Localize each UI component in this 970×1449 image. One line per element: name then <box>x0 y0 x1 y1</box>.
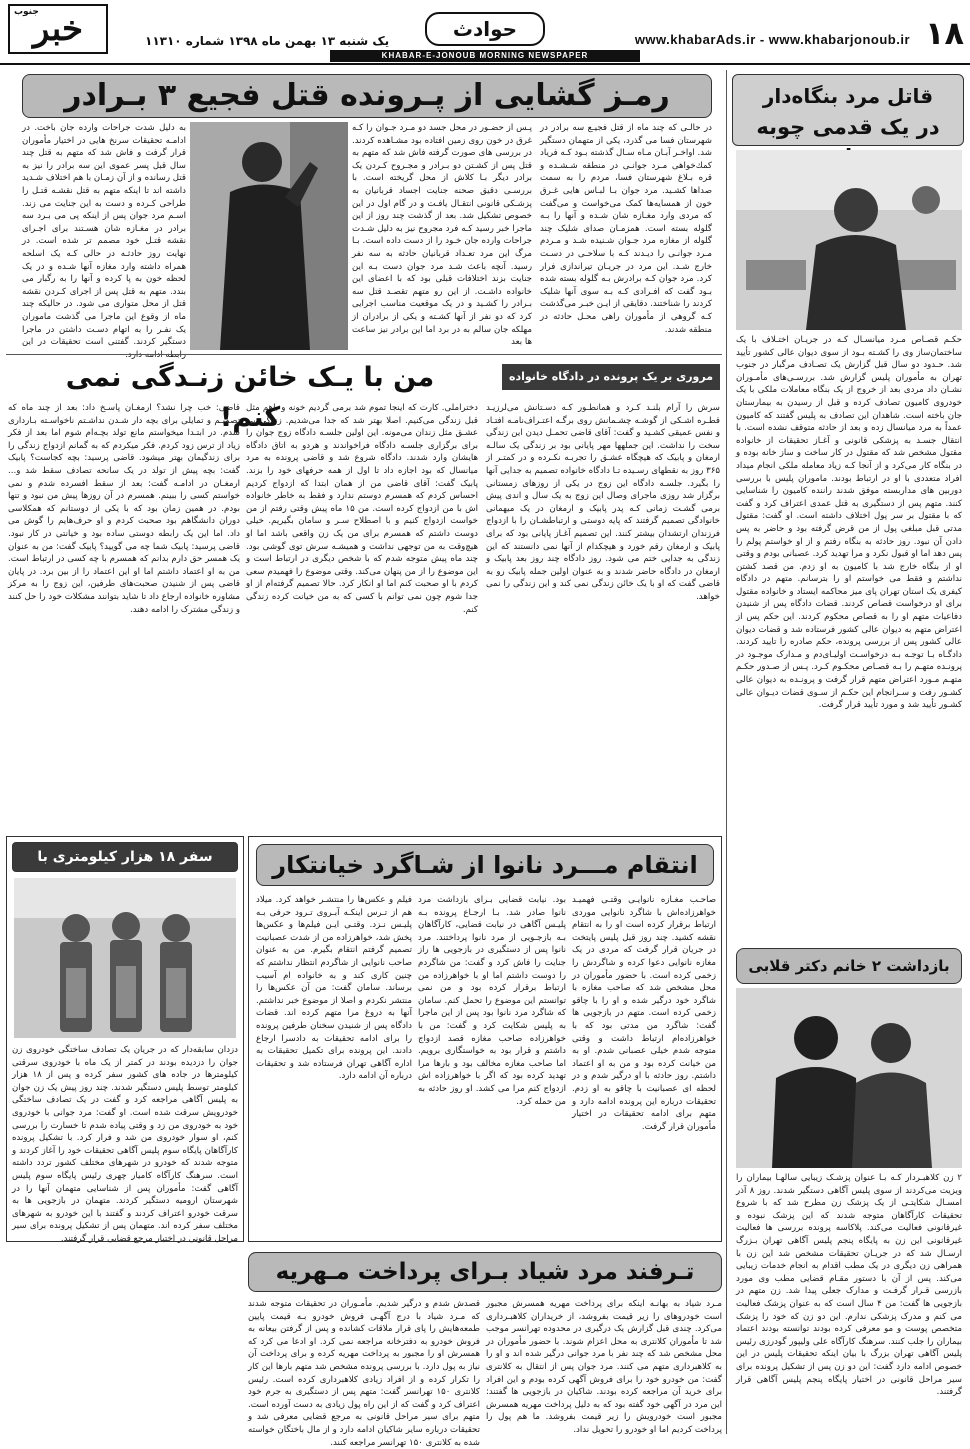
main-story-col1: در حالـی که چند ماه از قتل فجیـع سه برادر در شهرستان فسا می گذرد، یکی از متهمان دستگیر شد. اواخـر آبـان مـاه سـال گذشته بـود کـه فرياد كمك‌خواهی مـرد جوانـی در منطقه شـشـده و قره بـلاغ شهرستان فسا، مردم را به سمت صداها کشـید. مرد جوان بـا لبـاس هایی غـرق خون از همسایه‌ها کمک می‌خواست و می‌گفت که مردی وارد مغـازه شان شـده و آنها را بـه گلوله بسته است. همزمـان صدای شلیک چند گلوله از مغازه مرد جـوان شـنیده شـد و مـردم مـرد جوانـی را دیـدند کـه با سلاحـی در دسـت خارج شـد. این مرد در جریـان تیراندازی فرار کرد. مرد جوان کـه برادرش بـه گلوله بسته شده بـود گفت که افـرادی کـه بـه سوی آنها شلیک کردند را شناختند. دقایقی از ایـن خبـر می‌گذشت کـه گروهی از مأموران راهی محـل حادثه در منطقه شدند. <box>540 123 712 335</box>
main-story-headline: رمـز گشایی از پـرونده قتل فجیع ۳ بـرادر <box>22 74 712 118</box>
website-links[interactable]: www.khabarAds.ir - www.khabarjonoub.ir <box>634 32 910 47</box>
sidebar-bottom-headline: بازداشت ۲ خانم دکتر قلابی <box>736 948 962 984</box>
main-story-col2: پـس از حضـور در محل جسد دو مـرد جـوان را کـه غرق در خون روی زمین افتاده بود مشـاهده كردند. در بررسی های صورت گرفته فاش شد که متهم به قتل پس از کشـتن دو بـرادر و مجـروح کـردن یک برادر دیگر بـا کلاش از محل گریخته است. با بررسـی دقیق صحنه جنایت اجساد قربانیان به پزشـکی قانونی انتقـال یافـت و در گام اول در این خصوص تشکیل شد. بعد از گذشت چند روز از این ماجرا خبر رسید کـه فرد مجروح نیز به دلیل شـدت جراحات وارده جان خـود را از دست داده است. بـا مرگ این مرد تعـداد قربانیان حادثه به سه نفر رسید. آنچه باعث شـد مرد جوان دست بـه این جنایت بزند اختلافات قبلی بود که با اعضای این خانواده داشـت. از این رو متهم تقصـد قتل سه بـرادر را کشـید و در یک موقعیت مناسب اجرایی کرد که دو نفر از آنها کشـته و یکی از برادران از مهلکه جان سالم به در برد اما این برادر نیز ساعت ها بعد <box>352 123 532 348</box>
sidebar-bottom-body: ۲ زن کلاهبـردار کـه بـا عنوان پزشـک زیبایی سالهـا بیماران را ویزیت می‌کردند از سوی پلیس آگاهی دستگیر شدند. روز ۸ آذر امسـال شکایتـی از یک پزشک زن مطرح شد که با شروع تحقیقات کارآگاهان متوجه شدند که این پزشک نبوده و غیرقانونی فعالیت می‌کند. پلاکاسه پرونده بررسی ها فعالیت غیرقانونی این زن به پایگاه پنجم پلیس آگاهی تهران بـزرگ ارسـال شد که در جریـان تحقیقات مشخص شد این زن با همراهی زن دیگری در یک مطب اقدام به انجام خدمات زیبایی می‌کند. پس از آن با دستور مقـام قضایی مطب وی مورد بازرسی قـرار گرفـت و مدارک جعلی پیدا شد. زن متهم در بازجویی ها گفت: من ۴ سال است که به عنوان پزشک فعالیت می کنم و مدرک پزشکی ندارم. این دو زن که خود را پزشک متخصص پوست و مو معرفی کرده بودند توانسته بودند اعتماد بیماران را جلب کنند. سرهنگ کارآگاه علی ولیپور گودرزی رئیس پلیس آگاهی تهران بزرگ با بیان اینکه تحقیقات پلیس در این خصوص ادامه دارد گفت: این دو زن پس از تشکیل پرونده برای سیر مراحل قانونی در اختیار پایگاه پنجم پلیس آگاهی قرار گرفتند. <box>736 1173 962 1398</box>
sidebar-top-headline-line1: قاتل مرد بنگاه‌دار <box>762 84 934 108</box>
baker-story-col2: بود. نیابت قضایی بـرای بازداشت مرد نانوا صادر شد. بـا ارجـاع پرونده بـه پلیـس آگاهی در نیابت قضایی، کارآگاهان بـه بازجـویی از مرد نانوا پرداختند. مرد نانوا پس از دستگیری در بازجویی ها راز جنایت را فاش کرد و گفت: من شاگردم را دوست داشتم اما او با خواهرزاده من ارتباط برقرار کرده بود و من نمی توانستم این موضوع را تحمل کنم. سامان که شاگرد مرد نانوا بود پس از این ماجرا به پلیس شکایت کرد و گفت: من با خواهرزاده صاحب مغازه قصد ازدواج داشتم و قرار بود به خواستگاری برویم. اما صاحب مغازه مخالف بود و بارها مرا تهدید کرده بود که اگر با خواهرزاده اش ازدواج کنم مرا می کشد. او روز حادثه به من حمله کرد. <box>418 895 566 1107</box>
header-divider <box>0 63 970 65</box>
baker-story-col1: صاحـب مغـازه نانوایـی وقتـی فهمیـد خواهرزاده‌اش با شاگرد نانوایی موردی ارتباط برقرار کرده است او را به انتقام نقشه کشید. چند روز قبل پلیس پایتخت در جریان قرار گرفت که مردی در یک مغازه نانوایی دعوا کرده و شاگردش را زخمی کرده است. با حضور مأموران در محل مشخص شد که صاحب مغازه با شاگرد خود درگیر شده و او را با چاقو زخمی کرده است. متهم در بازجویی ها گفت: شاگرد من مدتی بود که با خواهرزاده‌ام ارتباط داشت و وقتی متوجه شدم خیلی عصبانی شدم. او به من خیانت کرده بود و من به او اعتماد داشتم. روز حادثه با او درگیر شدم و در لحظه ای عصبانیت با چاقو به او زدم. تحقیقات درباره این پرونده ادامه دارد و متهم برای ادامه تحقیقات در اختیار مأموران قرار گرفت. <box>572 895 716 1132</box>
page-number: ۱۸ <box>924 14 964 52</box>
main-story-photo <box>190 122 348 350</box>
baker-story-col3: فیلم و عکس‌ها را منتشـر خواهد کرد. میلاد هم از تـرس اینکـه آبـروی تـرود حرفی بـه پلیـس نـزد. وقتـی ایـن فیلم‌ها و عکس‌ها پخش شد، خواهرزاده من از شدت عصبانیت تصمیم گرفتم انتقام بگیرم. من به عنوان صاحب نانوایی از شاگردم انتظار نداشتم که چنین کاری کند و به خانواده ام آسیب برساند. سامان گفت: من آن عکس‌ها را منتشر نکردم و اصلا از موضوع خبر نداشتم. آنها به دروغ مرا متهم کرده اند. قضات دادگاه پس از شنیدن سخنان طرفین پرونده را برای ادامه تحقیقات به دادسرا ارجاع دادند. این پرونده برای تکمیل تحقیقات به اداره آگاهی تهران فرستاده شد و تحقیقات درباره آن ادامه دارد. <box>256 895 412 1082</box>
divorce-story-col1: سرش را آرام بلنـد کـرد و همانطـور کـه دسـتانش می‌لرزیـد قطـره اشـکی از گوشـه چشـمانش روی برگـه اعتـراف‌نامـه افتـاد و نفس عمیقی کشـید و گفت: آقای قاضی تحمـل دیدن این زندگی سخت را نداشت. این جملهها مهر پایانی بود بر زندگی یک سالـه ارمغان و پابیک که هیچگاه عشـق را تجربـه نکـرده و در کمتـر از ۳۶۵ روز به نقطهای رسـیده تـا دادگاه خانواده تصمیم به جدایی آنها را بگیرد. جلسـه دادگاه این زوج در یکی از روزهای زمستانی برگزار شد روزی ماجرای وصال این زوج به یک سال و اندی پیش برمی گشـت زمانی کـه پدر پابیک و ارمغان در یک میهمانی خانوادگی تصمیم گرفتند که پایه دوستی و ارتباطشـان را با ازدواج فرزندان ارتشدان بیشتر کنند. این تصمیم آغـاز پایانی بود که برای پابیک و ارمغان رقم خورد و هیچکدام از آنها نمی دانستند که این زندگی به جدایی ختم می شود. روز دادگاه چند روز بعد پابیک و ارمغان در دادگاه حاضر شدند و به عنوان اولین جمله پابیک رو به قاضی گفت که او با یک خائن زندگی نمی کند و این زندگی را نمی خواهد. <box>486 403 720 602</box>
divorce-story-col2: دختراملی. کارت که اینجا تموم شد برمی گردیم خونه و باهم مثل قبل زندگی می‌کنیم. اصلا بهتر شد که جدا می‌شدیم. زندگی بی عشـق مثل زندان می‌مونه. این اولین جلسـه دادگاه زوج جوان را برای برگزاری جلسـه دادگاه فراخواندند و هردو به اتاق دادگاه هایشان وارد شدند. دادگاه شروع شد و قاضی پرونده به مرد میانسال که بود اجازه داد تا اول از همه حرفهای خود را بزند. پابیک گفت: آقای قاضی من از همان ابتدا که ازدواج کردیم احساس کردم که همسرم دوستم ندارد و فقط به خاطر خانواده اش با من ازدواج کرده است. من ۱۵ ماه پیش وقتی رفتم از من خواست ازدواج کنیم و با اصطلاح سـر و سامان بگیریم. خیلی دوست داشتم که همسرم برای من یک زن واقعی باشد اما او هیچ‌وقت به من توجهی نداشت و همیشـه سرش توی گوشی بود. چند ماه پیش متوجه شدم که با شخص دیگری در ارتباط است و این موضوع را از من پنهان می‌کند. وقتی موضوع را فهمیدم سعی کردم با او صحبت کنم اما او انکار کرد. حالا تصمیم گرفته‌ام از او جدا شوم چون نمی توانم با کسی که به من خیانت کرده زندگی کنم. <box>246 403 479 615</box>
car-story-headline: سفر ۱۸ هزار کیلومتری با <box>12 842 238 872</box>
sidebar-top-body: حکـم قصـاص مـرد میانسـال کـه در جریـان اختـلاف با یک ساختمان‌ساز وی را کشـته بـود از سوی دیوان عالی کشور تأیید شد. حـدود دو سال قبل گزارش یک تصـادف مرگبار در جنوب تهران به مأموران پلیس گزارش شد. بررسـی‌های مأمـوران نشـان داد مردی بعد از خروج از یک بنگاه معاملات ملکی با یک خودروی کامیون تصادف کرده و قبل از رسیدن به بیمارستان جان باخته است. شاهدان این تصادف به پلیس گفتند که کامیون عمداً به مرد میانسال زده و بعد از حادثه متوقف نشده است. با انتقال جسـد به پزشکی قانونی و آغـاز تحقیقات از خانواده مقتول مشخص شد که مقتول در کار ساخت و ساز خانه بوده و در بنگاه کار می‌کرد و از آنجا کـه زیاد معامله ملکی انجام میداد افراد متعددی با او در ارتباط بودند. ماموران پلیس با بررسی دوربین های مداربسته موفق شدند راننده کامیون را شناسایی کنند. متهم پس از دستگیری به قتل عمدی اعتراف کرد و گفت که با مقتول بر سر پول اختلاف داشته است. او گفت: مقتول مدتی قبل مبلغی پول از من قرض گرفته بود و حاضر به پس دادن آن نبود. روز حادثه به بنگاه رفتم و از او خواستم پولم را پس دهد اما او قبول نکرد و مرا تهدید کرد. عصبانی بودم و وقتی او از بنگاه خارج شد با کامیون به او زدم. من قصد کشتن نداشتم و فقط می خواستم او را بترسانم. متهم در دادگاه کیفری یک استان تهران پای میز محاکمه ایستاد و خانواده مقتول برای او درخواست قصاص کردند. قضات دادگاه پس از شنیدن دفاعیات متهم او را به قصاص محکوم کردند. این حکم پس از اعتراض متهم به دیوان عالی کشور فرستاده شد و قضات دیوان عالی کشور پس از بررسی پرونده، حکم صادره را تایید کردند. دادگـاه بـا توجـه بـه درخواسـت اولیـای‌دم و مـدارک موجـود در پرونـده متهـم را بـه قصـاص محکـوم کـرد. پـس از صـدور حکـم متهـم مـورد اعتراض متهم قرار گرفت و پرونـده به دیوان عالی کشـور رفت و سـرانجام این حکـم از سـوی قضات دیـوان عالی کشـور تأیید شد و مورد تأیید قرار گرفت. <box>736 335 962 711</box>
mahr-story-col2: قصدش شدم و درگیر شدیم. مأمـوران در تحقیقات متوجه شدند که مـرد شیاد با درج آگهـی فروش خودرو بـه قیمت پایین طمعه‌هایش را پای قرار ملاقات کشانده و پس از گرفتن بیعانه به فروش خودرو به دفترخانه مراجعه نمی کرد. او ادعا می کرد که همسرش او را مجبور به پرداخت مهریه کرده و برای پرداخت آن نیاز به پول دارد. با بررسی پرونده مشخص شد متهم بارها این کار را تکرار کرده و از افراد زیادی کلاهبرداری کرده است. رئیس کلانتری ۱۵۰ تهرانسر گفت: متهم پس از دستگیری به جرم خود اعتراف کرد و گفت که از این راه پول زیادی به دست آورده است. متهم برای سیر مراحل قانونی به مرجع قضایی معرفی شد و تحقیقات درباره سایر شاکیان ادامه دارد و از مال باختگان خواسته شده به کلانتری ۱۵۰ تهرانسر مراجعه کنند. <box>248 1299 480 1448</box>
mahr-story-col1: مـرد شیاد به بهانـه اینکه برای پرداخت مهریه همسرش مجبور است خودروهای را زیر قیمت بفروشد، از خریداران کلاهبـرداری می‌کرد. چندی قبل گزارش یک درگیری در محدوده تهرانسر موجب شد تا مأموران کلانتری به محل اعزام شوند. با حضور مأموران در محل مشخص شد که چند نفر با مرد جوانی درگیر شده اند و او را به کلاهبرداری متهم می کنند. مرد جوان پس از انتقال به کلانتری گفت: من خودرو خود را برای فروش آگهی کرده بودم و این افراد برای خرید آن مراجعه کرده بودند. شاکیان در بازجویی ها گفتند: این مرد در آگهی خود گفته بود که به دلیل پرداخت مهریه همسرش مجبور است خودرویش را زیر قیمت بفروشد. ما هم پول را پرداخت کردیم اما او خودرو را تحویل نداد. <box>486 1299 722 1435</box>
english-name-bar: KHABAR-E-JONOUB MORNING NEWSPAPER <box>330 50 640 62</box>
logo-text: خبر <box>32 9 84 49</box>
issue-date: یک شنبه ۱۳ بهمن ماه ۱۳۹۸ شماره ۱۱۳۱۰ <box>145 34 390 48</box>
divorce-story-tag: مروری بر یک پرونده در دادگاه خانواده <box>502 364 720 390</box>
logo-subtext: جنوب <box>14 7 39 17</box>
section-divider <box>6 354 722 355</box>
baker-story-headline: انتقام مـــرد نانوا از شـاگرد خیانتکار <box>256 844 714 886</box>
car-story-photo <box>14 878 236 1038</box>
newspaper-logo <box>8 4 108 54</box>
divorce-story-headline: من با یـک خائن زنـدگی نمی کنم! <box>65 362 435 433</box>
car-story-body: دزدان سابقه‌دار که در جریان یک تصادف ساختگی خودروی زن جوان را دزدیده بودند در کمتر از یک ماه با خودروی سرقتی کیلومترها در جاده های کشور سفر کرده و پس از ۱۸ هزار کیلومتر توسط پلیس دستگیر شدند. چند روز پیش یک زن جوان به پلیس آگاهی مراجعه کرد و گفت در یک تصادف ساختگی خودرویش سرقت شده است. او گفت: مرد جوانی با خودروی خود به خودروی من زد و وقتی پیاده شدم تا خسارت را بررسی کنم، او سوار خودروی من شد و فرار کرد. با تشکیل پرونده کارآگاهان پایگاه سوم پلیس آگاهی تحقیقات خود را آغاز کردند و متوجه شدند که خودرو در شهرهای مختلف کشور تردد داشته است. سرهنگ کارآگاه کامیار چهری رئیس پایگاه سوم پلیس آگاهی گفت: مأموران پس از شناسایی متهمان آنها را در شهرستان ارومیه دستگیر کردند. متهمان در بازجویی ها به سرقت خودرو اعتراف کردند و گفتند با این خودرو به شهرهای مختلف سفر کرده اند. متهمان پس از تشکیل پرونده برای سیر مراحل قانونی در اختیار مرجع قضایی قرار گرفتند. <box>12 1045 239 1244</box>
divorce-story-col3: قاضی: خب چرا نشد؟ ارمغـان پاسـخ داد: بعد از چند ماه که تصمیـم و تمایلی برای بچه دار شـدن نداشـتم ناخواسـته بـارداری شدم. در ابتـدا میخواستم مانع تولد بچـه‌ام شوم اما بعد از فکر زیاد از ترس زود کردم. فکر میکردم که به گمانم ازدواج زندگی را برای زندگیمان بهتر میشود. قاضی پرسید: بچه کجاست؟ پابیک گفت: بچه پیش از تولد در یک سانحه تصادف سقط شد و... ارمغـان در ادامـه گفت: بعد از سقط افسرده شدم و نمی خواستم کسی را ببینم. همسرم در آن روزها پیش من نبود و تنها بودم. در همین زمان بود که با یکی از دوستانم که همکلاسی دوران دانشگاهم بود صحبت کردم و او حرف‌هایم را گوش می داد. اما این یک رابطه دوستی ساده بود و خیانتی در کار نبود. قاضی پرسید: پابیک شما چه می گویید؟ پابیک گفت: من به عنوان یک همسر حق دارم بدانم که همسرم با چه کسی در ارتباط است. من به او اعتماد داشتم اما او این اعتماد را از بین برد. در پایان قاضی پس از شنیدن صحبت‌های طرفین، این زوج را به مرکز مشاوره خانواده ارجاع داد تا شاید بتوانند مشکلات خود را حل کنند و زندگی مشترک را ادامه دهند. <box>8 403 240 615</box>
column-divider <box>726 70 727 1434</box>
section-title: حوادث <box>425 12 545 46</box>
sidebar-bottom-photo <box>736 988 962 1168</box>
sidebar-top-headline-line2: در یک قدمی چوبه <box>756 115 940 139</box>
masthead <box>0 0 970 62</box>
mahr-story-headline: تـرفند مرد شیاد بـرای پرداخت مـهریه <box>248 1252 722 1292</box>
sidebar-top-photo <box>736 150 962 330</box>
main-story-col3: به دلیل شدت جراحات وارده جان باخت. در ادامـه تحقیقات سرنخ هایی در اختیار مأموران قرار گرفت و فاش شد که متهم به قتل چند سال قبل پسر عموی این سه برادر را نیز به قتل رسانده و از آن زمـان با هم اختلاف شـدید داشته اند تا اینکه متهم به قتل نقشـه قتـل را طراحی کـرده و دست به این جنایت می زند. اسـم مرد جوان پس از اینکه پی می بـرد سه برادر در مغـازه شان هسـتند برای اجـرای نقشه قتـل خود مصمم تر شده است. در نهایت روز حادثـه در حالی کـه یک اسلحه همراه داشته وارد مغازه آنها شـده و در یک لحظه خون به پا کرده و آنها را به رگبار می بندد. متهم به قتل پس از اجرای کـردن نقشه قتل از محل متواری می شود. در حالیکه چند ماه از وقوع این ماجرا می گذشت ماموران یک نفـر را به اتهام دسـت داشتن در ماجرا دستگیر کردند. گفتنی است تحقیقات در این <box>22 123 186 348</box>
